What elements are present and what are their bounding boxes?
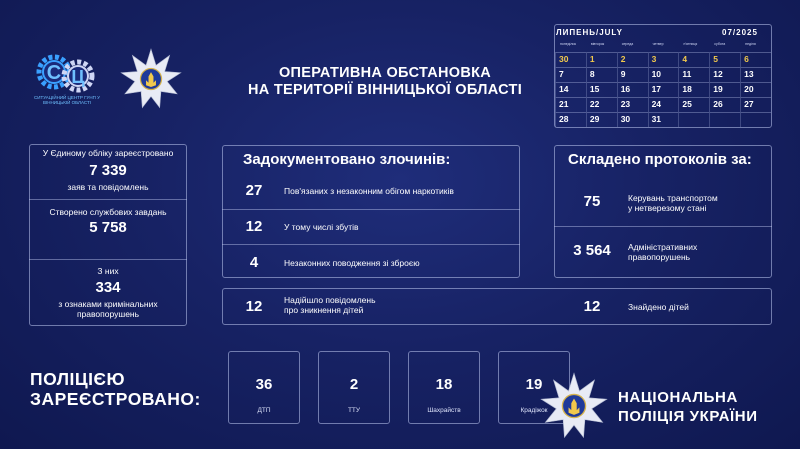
- calendar-day: [678, 112, 709, 127]
- divider: [222, 244, 520, 245]
- registered-title-line2: ЗАРЕЄСТРОВАНО:: [30, 389, 201, 409]
- calendar-weekday: вівторок: [590, 42, 605, 46]
- protocol-label: [628, 242, 768, 262]
- registered-value: 7 339: [89, 162, 127, 179]
- calendar-day: 29: [586, 112, 617, 127]
- crime-label: Пов'язаних з незаконним обігом наркотиків: [284, 186, 454, 196]
- of-them-value: 334: [95, 279, 121, 296]
- calendar-day: 24: [648, 97, 679, 112]
- calendar-weekdays: [555, 42, 771, 46]
- of-them-sub2: правопорушень: [76, 309, 140, 319]
- calendar-day: 12: [709, 67, 740, 82]
- calendar-weekday: п'ятниця: [683, 42, 698, 46]
- protocol-label-line1: Адміністративних: [628, 242, 698, 252]
- registered-card-fraud: [408, 351, 480, 424]
- calendar-day: 10: [648, 67, 679, 82]
- registered-card-ttu: [318, 351, 390, 424]
- calendar-day: 30: [617, 112, 648, 127]
- protocol-label-line1: Керувань транспортом: [628, 193, 718, 203]
- tasks-label: Створено службових завдань: [49, 207, 167, 217]
- protocol-label-line2: у нетверезому стані: [628, 203, 707, 213]
- protocols-title: Складено протоколів за:: [568, 151, 752, 168]
- calendar-weekday: понеділок: [560, 42, 577, 46]
- registered-card-accidents: [228, 351, 300, 424]
- calendar-day: 8: [586, 67, 617, 82]
- calendar-day: 28: [555, 112, 586, 127]
- protocol-label-line2: правопорушень: [628, 252, 691, 262]
- calendar-day: 3: [648, 52, 679, 67]
- calendar-weekday: середа: [621, 42, 634, 46]
- calendar-day: 23: [617, 97, 648, 112]
- registered-value: 36: [255, 376, 273, 393]
- calendar-day: 20: [740, 82, 771, 97]
- calendar-day: 17: [648, 82, 679, 97]
- calendar-day: 19: [709, 82, 740, 97]
- divider: [29, 199, 187, 200]
- calendar-day: 14: [555, 82, 586, 97]
- calendar-day: 11: [678, 67, 709, 82]
- svg-text:Ц: Ц: [71, 67, 85, 87]
- svg-text:С: С: [46, 62, 62, 84]
- calendar-day: 22: [586, 97, 617, 112]
- calendar-day: 5: [709, 52, 740, 67]
- missing-children-label: [284, 295, 376, 315]
- of-them-label: З них: [97, 266, 119, 276]
- calendar-day: 7: [555, 67, 586, 82]
- page-title-line1: ОПЕРАТИВНА ОБСТАНОВКА: [278, 65, 492, 81]
- calendar-weekday: субота: [714, 42, 726, 46]
- calendar-day: 31: [648, 112, 679, 127]
- divider: [29, 259, 187, 260]
- tasks-value: 5 758: [89, 219, 127, 236]
- missing-children-label-line2: про зникнення дітей: [284, 305, 364, 315]
- calendar-day: 26: [709, 97, 740, 112]
- calendar-day: 30: [555, 52, 586, 67]
- calendar-day: 2: [617, 52, 648, 67]
- registered-label: У Єдиному обліку зареєстровано: [42, 148, 174, 158]
- calendar-day: 21: [555, 97, 586, 112]
- registered-value: 18: [435, 376, 453, 393]
- calendar-day: 9: [617, 67, 648, 82]
- national-police-line1: НАЦІОНАЛЬНА: [618, 389, 738, 406]
- registered-sub: заяв та повідомлень: [67, 182, 149, 192]
- protocol-label: [628, 193, 768, 213]
- divider: [222, 209, 520, 210]
- crime-label: Незаконних поводження зі зброєю: [284, 258, 420, 268]
- calendar-day: 27: [740, 97, 771, 112]
- found-children-value: 12: [583, 298, 601, 315]
- police-star-icon: [540, 372, 608, 440]
- missing-children-label-line1: Надійшло повідомлень: [284, 295, 376, 305]
- crime-value: 12: [245, 218, 263, 235]
- found-children-label: Знайдено дітей: [628, 302, 689, 312]
- national-police-line2: ПОЛІЦІЯ УКРАЇНИ: [618, 408, 758, 425]
- registered-value: 2: [349, 376, 359, 393]
- national-police-title: [618, 388, 758, 426]
- calendar-day: 6: [740, 52, 771, 67]
- missing-children-value: 12: [245, 298, 263, 315]
- calendar-day: 15: [586, 82, 617, 97]
- calendar-weekday: четвер: [652, 42, 664, 46]
- registered-title: [30, 369, 201, 409]
- registered-label: ТТУ: [347, 407, 361, 414]
- calendar-day: 25: [678, 97, 709, 112]
- registered-title-line1: ПОЛІЦІЄЮ: [30, 369, 126, 389]
- calendar-day: 16: [617, 82, 648, 97]
- page-title-line2: НА ТЕРИТОРІЇ ВІННИЦЬКОЇ ОБЛАСТІ: [247, 82, 523, 98]
- calendar-day: 4: [678, 52, 709, 67]
- calendar-day: 18: [678, 82, 709, 97]
- protocol-value: 3 564: [573, 242, 611, 259]
- calendar-day: 1: [586, 52, 617, 67]
- police-star-icon: [120, 48, 182, 110]
- registered-label: Шахрайств: [427, 407, 461, 414]
- situation-center-caption: СИТУАЦІЙНИЙ ЦЕНТР ГУНП У ВІННИЦЬКІЙ ОБЛАСТІ: [33, 95, 101, 105]
- registered-value: 19: [525, 376, 543, 393]
- calendar-day: [740, 112, 771, 127]
- registered-label: Крадіжок: [520, 407, 548, 414]
- calendar-month: ЛИПЕНЬ/JULY: [556, 28, 623, 37]
- of-them-sub1: з ознаками кримінальних: [58, 299, 158, 309]
- registered-label: ДТП: [257, 407, 271, 414]
- page-title: [215, 65, 555, 99]
- crimes-title: Задокументовано злочинів:: [243, 151, 451, 168]
- calendar-weekday: неділя: [745, 42, 756, 46]
- crime-value: 27: [245, 182, 263, 199]
- calendar-day: 13: [740, 67, 771, 82]
- calendar-year: 07/2025: [722, 28, 758, 37]
- protocol-value: 75: [583, 193, 601, 210]
- crime-value: 4: [249, 254, 259, 271]
- calendar-day: [709, 112, 740, 127]
- crime-label: У тому числі збутів: [284, 222, 359, 232]
- calendar-grid: [555, 52, 771, 127]
- divider: [554, 226, 772, 227]
